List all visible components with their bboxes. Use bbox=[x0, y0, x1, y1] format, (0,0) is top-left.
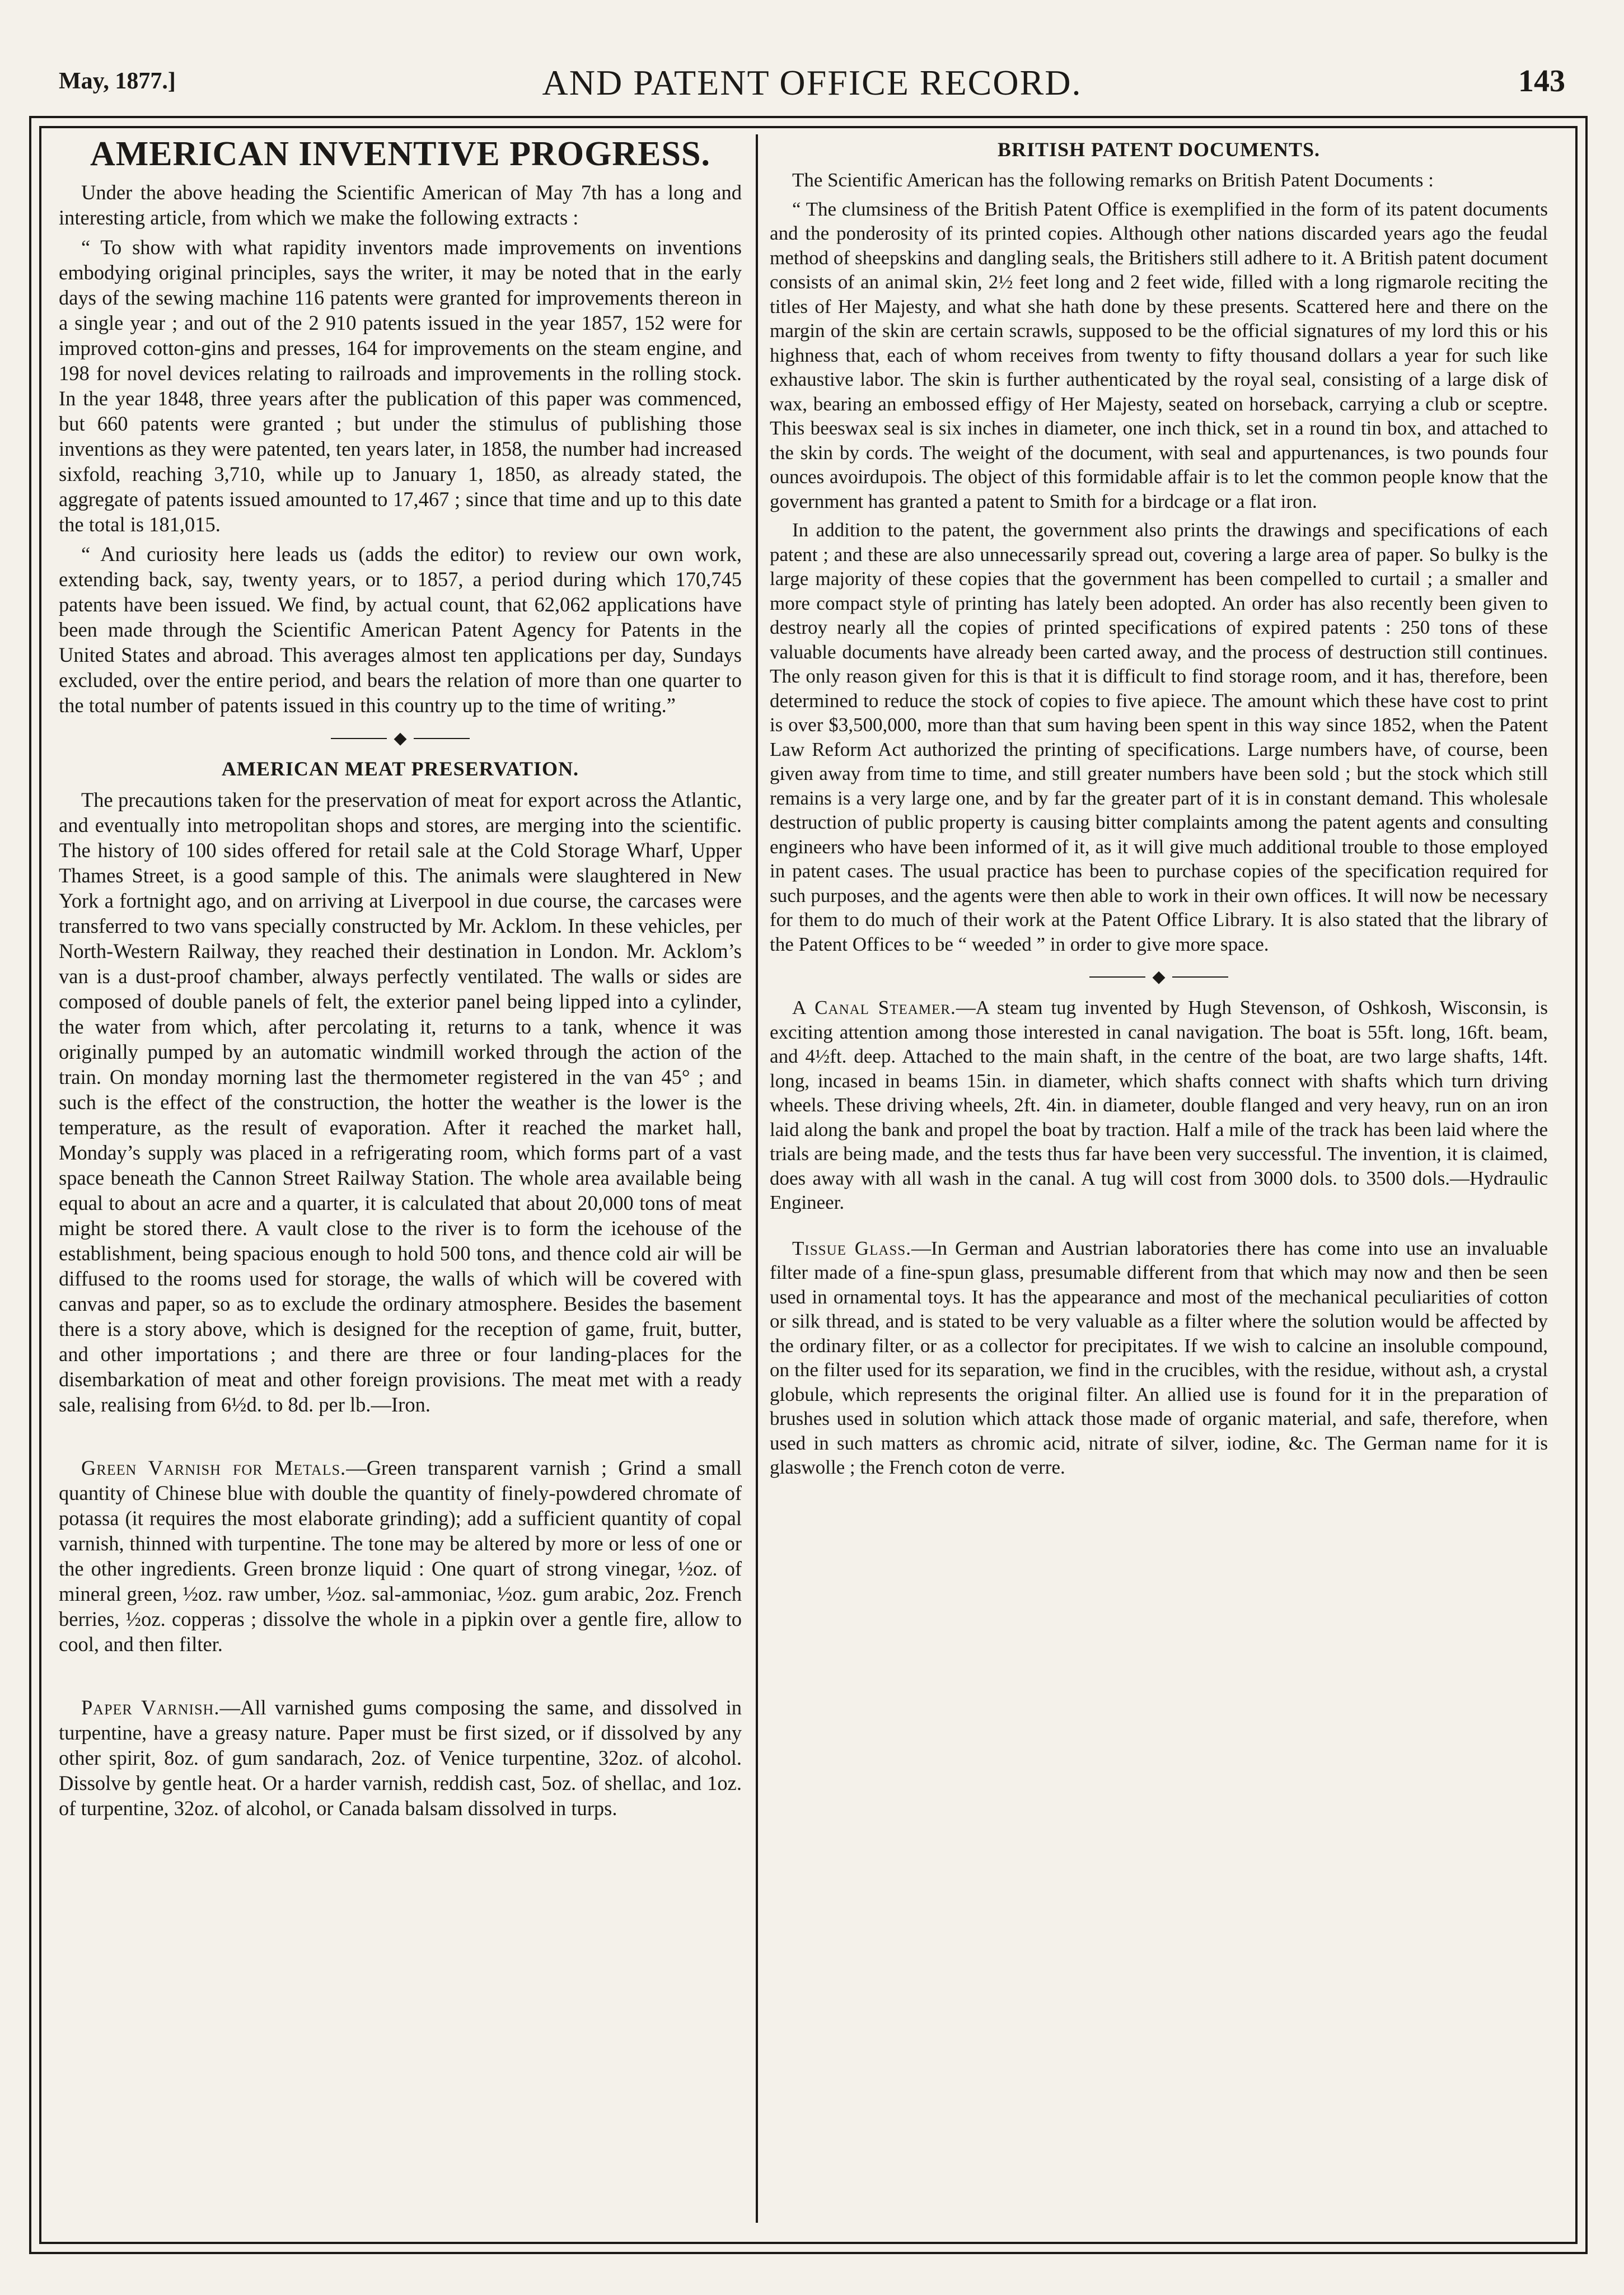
column-divider bbox=[756, 134, 758, 2223]
article-tissue-glass bbox=[770, 1236, 1548, 1480]
article-paragraph: Under the above heading the Scientific American of May 7th has a long and interesting article, from which we make the following extracts : bbox=[59, 181, 742, 229]
right-column bbox=[770, 134, 1548, 2223]
issue-date: May, 1877.] bbox=[59, 68, 176, 94]
article-paragraph: The precautions taken for the preservation of meat for export across the Atlantic, and eventually into metropolitan shops and stores, are merging into the scientific. The history of 100 sides offered for retail sale at the Cold Storage Wharf, Upper Thames Street, is a good sample of this. The animals were slaughtered in New York a fortnight ago, and on arriving at Liverpool in due course, the carcases were transferred to two vans specially constructed by Mr. Acklom. In these vehicles, per North-Western Railway, they reached their destination in London. Mr. Acklom’s van is a dust-proof chamber, always perfectly ventilated. The walls or sides are composed of double panels of felt, the exterior panel being lipped into a cylinder, the water from which, after percolating it, returns to a tank, whence it was originally pumped by an automatic windmill worked through the action of the train. On monday morning last the thermometer registered in the van 45° ; and such is the effect of the construction, the hotter the weather is the lower is the temperature, as the result of evaporation. After it reached the market hall, Monday’s supply was placed in a refrigerating room, which forms part of a vast space beneath the Cannon Street Railway Station. The whole area available being equal to about an acre and a quarter, it is calculated that about 20,000 tons of meat might be stored there. A vault close to the river is to form the icehouse of the establishment, being spacious enough to hold 500 tons, and thence cold air will be diffused to the rooms used for storage, the walls of which will be covered with canvas and paper, so as to exclude the ordinary atmosphere. Besides the basement there is a story above, which is designed for the reception of game, fruit, butter, and other importations ; and there are three or four landing-places for the disembarkation of meat and other foreign provisions. The meat met with a ready sale, realising from 6½d. to 8d. per lb.—Iron. bbox=[59, 788, 742, 1416]
article-title-british-patent-documents: BRITISH PATENT DOCUMENTS. bbox=[997, 138, 1321, 161]
page-number: 143 bbox=[1518, 64, 1565, 99]
ornament-icon: ◆ bbox=[394, 729, 407, 747]
left-column bbox=[59, 134, 742, 2223]
article-paper-varnish bbox=[59, 1695, 742, 1821]
page-header bbox=[53, 53, 1571, 115]
article-lead: Paper Varnish. bbox=[81, 1696, 220, 1719]
article-title-american-inventive-progress: AMERICAN INVENTIVE PROGRESS. bbox=[90, 135, 710, 173]
publication-title: AND PATENT OFFICE RECORD. bbox=[542, 63, 1082, 102]
article-paragraph: The Scientific American has the following remarks on British Patent Documents : bbox=[792, 169, 1434, 191]
article-title-american-meat-preservation: AMERICAN MEAT PRESERVATION. bbox=[221, 758, 579, 780]
article-paragraph: In addition to the patent, the government also prints the drawings and specifications of each patent ; and these are also unnecessarily spread out, covering a large area of paper. So bulky is the large majority of these copies that the government has been compelled to curtail ; a smaller and more compact style of printing has lately been adopted. An order has also recently been given to destroy nearly all the copies of printed specifications of expired patents : 250 tons of these valuable documents have already been carted away, and the process of destruction still continues. The only reason given for this is that it is difficult to find storage room, and it has, therefore, been determined to reduce the stock of copies to five apiece. The amount which these have cost to print is over $3,500,000, more than that sum having been spent in this way since 1852, when the Patent Law Reform Act authorized the printing of specifications. Large numbers have, of course, been given away from time to time, and still greater numbers have been sold ; but the stock which still remains is a very large one, and by far the greater part of it is in constant demand. This wholesale destruction of public property is causing bitter complaints among the patent agents and consulting engineers who have been informed of it, as it will give much additional trouble to those employed in patent cases. The usual practice has been to purchase copies of the specification required for such purposes, and the agents were then able to work in their own offices. It will now be necessary for them to do much of their work at the Patent Office Library. It is also stated that the library of the Patent Offices to be “ weeded ” in order to give more space. bbox=[770, 519, 1548, 955]
article-paragraph: “ And curiosity here leads us (adds the editor) to review our own work, extending back, say, twenty years, or to 1857, a period during which 170,745 patents have been issued. We find, by actual count, that 62,062 applications have been made through the Scientific American Patent Agency for Patents in the United States and abroad. This averages almost ten applications per day, Sundays excluded, over the entire period, and bears the relation of more than one quarter to the total number of patents issued in this country up to the time of writing.” bbox=[59, 543, 742, 717]
section-ornament bbox=[59, 730, 742, 747]
article-lead: Tissue Glass. bbox=[792, 1237, 911, 1259]
article-paragraph: “ The clumsiness of the British Patent Office is exemplified in the form of its patent documents and the ponderosity of its printed copies. Although other nations discarded years ago the feudal method of sheepskins and dangling seals, the Britishers still adhere to it. A British patent document consists of an animal skin, 2½ feet long and 2 feet wide, filled with a long rigmarole reciting the titles of Her Majesty, and what she hath done by these presents. Scattered here and there on the margin of the skin are certain scrawls, supposed to be the official signatures of my lord this or his highness that, each of whom receives from twenty to fifty thousand dollars a year for such like exhaustive labor. The skin is further authenticated by the royal seal, consisting of a large disk of wax, bearing an embossed effigy of Her Majesty, seated on horseback, carrying a club or sceptre. This beeswax seal is six inches in diameter, one inch thick, set in a round tin box, and attached to the skin by cords. The weight of the document, with seal and appurtenances, is two pounds four ounces avoirdupois. The object of this formidable affair is to let the common people know that the government has granted a patent to Smith for a birdcage or a flat iron. bbox=[770, 198, 1548, 512]
ornament-icon: ◆ bbox=[1152, 967, 1166, 986]
article-paragraph: “ To show with what rapidity inventors made improvements on inventions embodying original principles, says the writer, it may be noted that in the early days of the sewing machine 116 patents were granted for improvements thereon in a single year ; and out of the 2 910 patents issued in the year 1857, 152 were for improved cotton-gins and presses, 164 for improvements on the steam engine, and 198 for novel devices relating to railroads and improvements in the rolling stock. In the year 1848, three years after the publication of this paper was commenced, but 660 patents were granted ; but under the stimulus of publishing those inventions as they were patented, ten years later, in 1858, the number had increased sixfold, reaching 3,710, while up to January 1, 1850, as already stated, the aggregate of patents issued amounted to 17,467 ; since that time and up to this date the total is 181,015. bbox=[59, 236, 742, 536]
article-lead: Green Varnish for Metals. bbox=[81, 1456, 347, 1479]
article-green-varnish bbox=[59, 1455, 742, 1657]
article-body: —Green transparent varnish ; Grind a small quantity of Chinese blue with double the quantity of finely-powdered chromate of potassa (it requires the most elaborate grinding); add a sufficient quantity of copal varnish, thinned with turpentine. The tone may be altered by more or less of one or the other ingredients. Green bronze liquid : One quart of strong vinegar, ½oz. of mineral green, ½oz. raw umber, ½oz. sal-ammoniac, ½oz. gum arabic, 2oz. French berries, ½oz. copperas ; dissolve the whole in a pipkin over a gentle fire, allow to cool, and then filter. bbox=[59, 1456, 742, 1656]
article-body: —A steam tug invented by Hugh Stevenson, of Oshkosh, Wisconsin, is exciting attention among those interested in canal navigation. The boat is 55ft. long, 16ft. beam, and 4½ft. deep. Attached to the main shaft, in the centre of the boat, are two large shafts, 14ft. long, incased in beams 15in. in diameter, which shafts connect with shafts which turn driving wheels. These driving wheels, 2ft. 4in. in diameter, double flanged and very heavy, run on an iron laid along the bank and propel the boat by traction. Half a mile of the track has been laid where the trials are being made, and the tests thus far have been very successful. The invention, it is claimed, does away with all wash in the canal. A tug will cost from 3000 dols. to 3500 dols.—Hydraulic Engineer. bbox=[770, 997, 1548, 1213]
article-canal-steamer bbox=[770, 995, 1548, 1215]
article-lead: A Canal Steamer. bbox=[792, 997, 956, 1018]
article-body: —All varnished gums composing the same, and dissolved in turpentine, have a greasy nature. Paper must be first sized, or if dissolved by any other spirit, 8oz. of gum sandarach, 2oz. of Venice turpentine, 32oz. of alcohol. Dissolve by gentle heat. Or a harder varnish, reddish cast, 5oz. of shellac, and 1oz. of turpentine, 32oz. of alcohol, or Canada balsam dissolved in turps. bbox=[59, 1696, 742, 1820]
section-ornament bbox=[770, 969, 1548, 985]
article-body: —In German and Austrian laboratories there has come into use an invaluable filter made of a fine-spun glass, presumable different from that which may now and then be seen used in ornamental toys. It has the appearance and most of the mechanical peculiarities of cotton or silk thread, and is stated to be very valuable as a filter where the solution would be affected by the ordinary filter, or as a collector for precipitates. If we wish to calcine an insoluble compound, on the filter used for its separation, we find in the crucibles, with the residue, without ash, a crystal globule, which represents the original filter. An allied use is found for it in the preparation of brushes used in solution which attack those made of organic material, and safe, therefore, when used in such matters as chromic acid, nitrate of silver, iodine, &c. The German name for it is glaswolle ; the French coton de verre. bbox=[770, 1237, 1548, 1478]
